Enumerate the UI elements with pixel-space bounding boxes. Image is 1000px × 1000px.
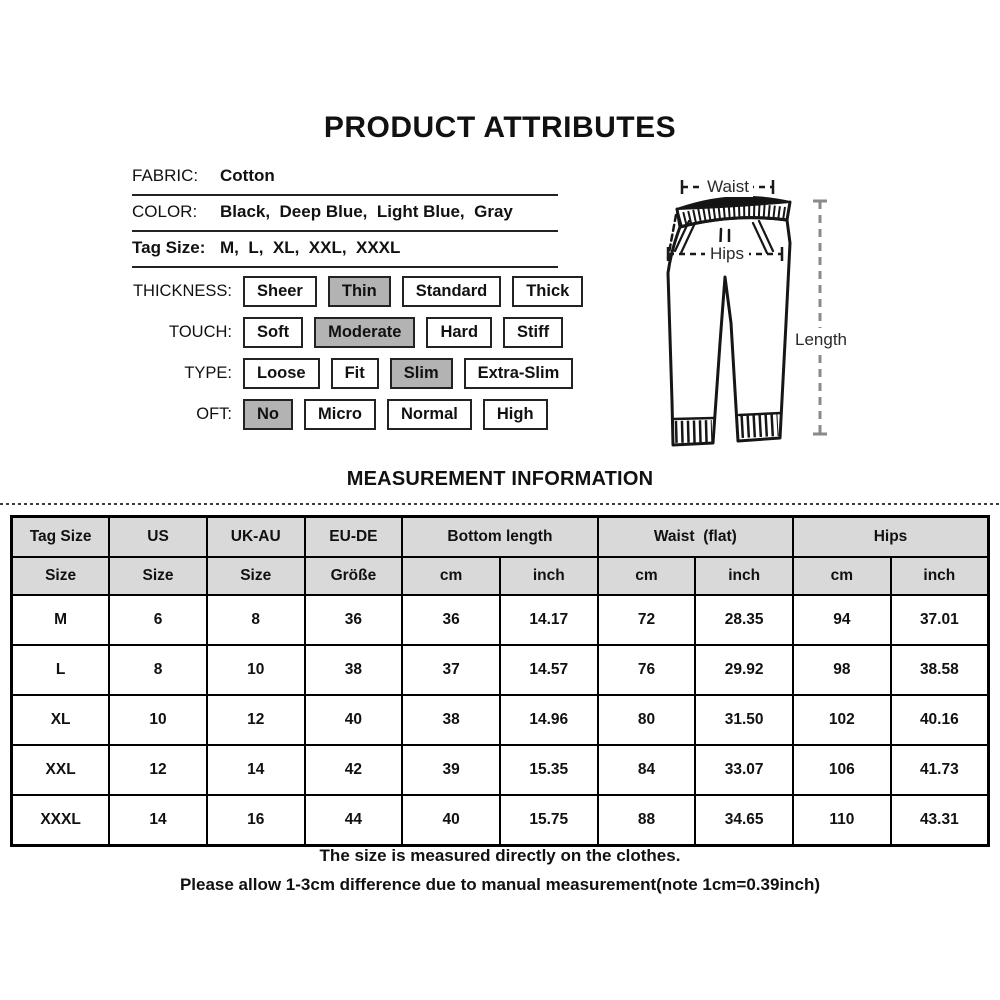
value-cell: 80 <box>598 695 696 745</box>
option-groups <box>132 276 583 440</box>
attribute-value: Cotton <box>220 166 275 185</box>
option-chip: Moderate <box>314 317 415 348</box>
pants-measurement-diagram <box>628 163 950 465</box>
option-group-row <box>132 276 583 307</box>
option-chip: Loose <box>243 358 320 389</box>
value-cell: 34.65 <box>695 795 793 846</box>
unit-header: cm <box>402 557 500 595</box>
value-cell: 36 <box>402 595 500 645</box>
value-cell: 84 <box>598 745 696 795</box>
option-chip: No <box>243 399 293 430</box>
measurement-section-title: MEASUREMENT INFORMATION <box>346 468 654 490</box>
footer-notes <box>0 846 1000 904</box>
option-chip: Fit <box>331 358 379 389</box>
option-group-label: OFT: <box>196 405 232 423</box>
attribute-row <box>132 160 558 196</box>
option-chip: Thick <box>512 276 583 307</box>
option-chip: Micro <box>304 399 376 430</box>
size-cell: M <box>12 595 110 645</box>
note-line: Please allow 1-3cm difference due to manual measurement(note 1cm=0.39inch) <box>179 875 821 894</box>
value-cell: 88 <box>598 795 696 846</box>
table-row <box>12 645 989 695</box>
length-measure-line <box>813 201 827 434</box>
table-row <box>12 695 989 745</box>
value-cell: 38 <box>402 695 500 745</box>
size-cell: XXXL <box>12 795 110 846</box>
value-cell: 40 <box>402 795 500 846</box>
unit-header: inch <box>695 557 793 595</box>
option-group-label: THICKNESS: <box>132 282 232 300</box>
value-cell: 14.57 <box>500 645 598 695</box>
value-cell: 37.01 <box>891 595 989 645</box>
size-table <box>10 515 990 847</box>
value-cell: 28.35 <box>695 595 793 645</box>
option-chip: Soft <box>243 317 303 348</box>
option-chip: Stiff <box>503 317 563 348</box>
column-group-header: UK-AU <box>207 517 305 558</box>
pants-drawing <box>668 197 790 445</box>
option-chips <box>243 399 548 430</box>
dotted-divider <box>0 503 1000 505</box>
option-group-label: TOUCH: <box>169 323 232 341</box>
header-group-row <box>12 517 989 558</box>
option-chip: Extra-Slim <box>464 358 574 389</box>
value-cell: 40 <box>305 695 403 745</box>
attribute-label: COLOR: <box>132 202 198 221</box>
value-cell: 10 <box>207 645 305 695</box>
option-chips <box>243 358 573 389</box>
length-label: Length <box>795 330 847 349</box>
option-chip: Hard <box>426 317 492 348</box>
table-row <box>12 595 989 645</box>
unit-header: Größe <box>305 557 403 595</box>
value-cell: 14.17 <box>500 595 598 645</box>
page-title: PRODUCT ATTRIBUTES <box>323 111 677 144</box>
unit-header: Size <box>109 557 207 595</box>
option-group-row <box>132 358 583 389</box>
column-group-header: Bottom length <box>402 517 597 558</box>
waist-label: Waist <box>707 177 749 196</box>
unit-header: inch <box>891 557 989 595</box>
value-cell: 10 <box>109 695 207 745</box>
option-chip: Slim <box>390 358 453 389</box>
attribute-label: FABRIC: <box>132 166 199 185</box>
option-chips <box>243 276 583 307</box>
size-table-body <box>12 595 989 846</box>
column-group-header: EU-DE <box>305 517 403 558</box>
option-chip: Sheer <box>243 276 317 307</box>
value-cell: 6 <box>109 595 207 645</box>
value-cell: 29.92 <box>695 645 793 695</box>
value-cell: 76 <box>598 645 696 695</box>
value-cell: 14 <box>207 745 305 795</box>
column-group-header: Waist (flat) <box>598 517 793 558</box>
option-chip: Thin <box>328 276 391 307</box>
value-cell: 40.16 <box>891 695 989 745</box>
value-cell: 44 <box>305 795 403 846</box>
header-unit-row <box>12 557 989 595</box>
unit-header: cm <box>793 557 891 595</box>
value-cell: 98 <box>793 645 891 695</box>
column-group-header: Hips <box>793 517 989 558</box>
value-cell: 36 <box>305 595 403 645</box>
value-cell: 38 <box>305 645 403 695</box>
table-row <box>12 795 989 846</box>
option-group-row <box>132 399 583 430</box>
value-cell: 8 <box>109 645 207 695</box>
size-cell: XL <box>12 695 110 745</box>
value-cell: 41.73 <box>891 745 989 795</box>
value-cell: 15.75 <box>500 795 598 846</box>
value-cell: 106 <box>793 745 891 795</box>
unit-header: cm <box>598 557 696 595</box>
option-chips <box>243 317 563 348</box>
attribute-label: Tag Size: <box>132 238 206 257</box>
value-cell: 102 <box>793 695 891 745</box>
value-cell: 110 <box>793 795 891 846</box>
option-group-row <box>132 317 583 348</box>
unit-header: Size <box>12 557 110 595</box>
value-cell: 8 <box>207 595 305 645</box>
value-cell: 37 <box>402 645 500 695</box>
attribute-row <box>132 232 558 268</box>
value-cell: 72 <box>598 595 696 645</box>
value-cell: 14 <box>109 795 207 846</box>
value-cell: 38.58 <box>891 645 989 695</box>
option-chip: Normal <box>387 399 472 430</box>
value-cell: 33.07 <box>695 745 793 795</box>
value-cell: 12 <box>109 745 207 795</box>
note-line: The size is measured directly on the clothes. <box>319 846 681 865</box>
pants-diagram-svg <box>628 163 950 465</box>
option-group-label: TYPE: <box>184 364 232 382</box>
value-cell: 43.31 <box>891 795 989 846</box>
size-cell: XXL <box>12 745 110 795</box>
value-cell: 12 <box>207 695 305 745</box>
unit-header: inch <box>500 557 598 595</box>
value-cell: 16 <box>207 795 305 846</box>
size-table-head <box>12 517 989 596</box>
value-cell: 31.50 <box>695 695 793 745</box>
value-cell: 15.35 <box>500 745 598 795</box>
value-cell: 14.96 <box>500 695 598 745</box>
unit-header: Size <box>207 557 305 595</box>
attribute-value: M, L, XL, XXL, XXXL <box>220 238 401 257</box>
attribute-value: Black, Deep Blue, Light Blue, Gray <box>220 202 513 221</box>
table-row <box>12 745 989 795</box>
attribute-row <box>132 196 558 232</box>
value-cell: 94 <box>793 595 891 645</box>
value-cell: 39 <box>402 745 500 795</box>
hips-label: Hips <box>709 244 745 263</box>
size-cell: L <box>12 645 110 695</box>
option-chip: Standard <box>402 276 502 307</box>
attribute-rows <box>132 160 558 268</box>
option-chip: High <box>483 399 548 430</box>
value-cell: 42 <box>305 745 403 795</box>
column-group-header: US <box>109 517 207 558</box>
column-group-header: Tag Size <box>12 517 110 558</box>
